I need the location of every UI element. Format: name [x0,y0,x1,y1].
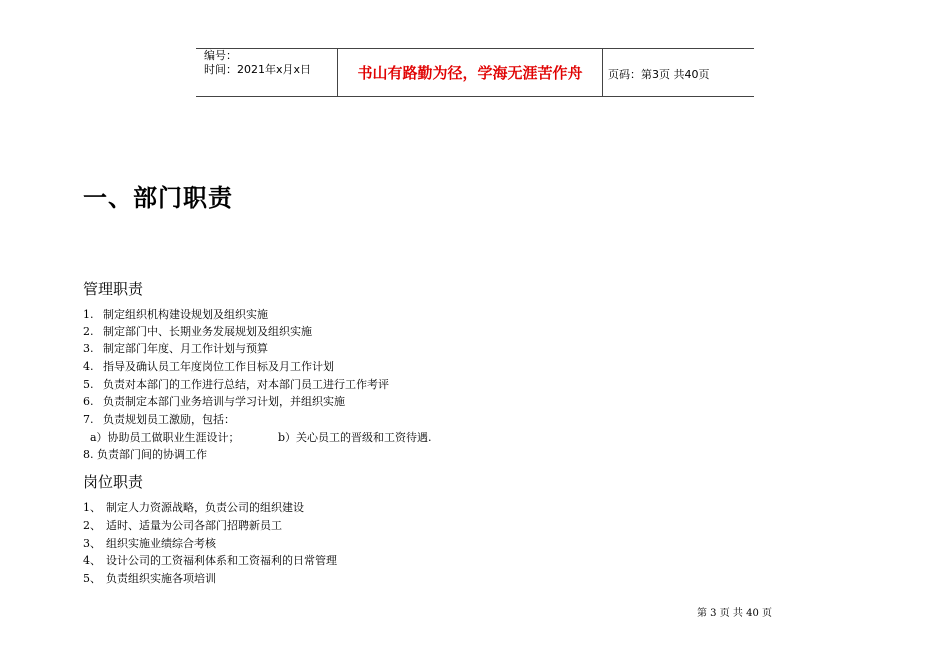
list-item: 1、 制定人力资源战略，负责公司的组织建设 [83,501,304,514]
list-item: 4. 指导及确认员工年度岗位工作目标及月工作计划 [83,360,334,373]
header-divider [602,48,603,96]
page-title: 一、部门职责 [83,184,233,212]
list-item: 2、 适时、适量为公司各部门招聘新员工 [83,519,282,532]
list-item: 7. 负责规划员工激励，包括： [83,413,235,426]
header-left-cell [204,49,311,77]
doc-number-label: 编号： [204,49,237,62]
list-item: 8. 负责部门间的协调工作 [83,448,207,461]
sub-item-a: a）协助员工做职业生涯设计； [90,431,240,444]
list-item: 3、 组织实施业绩综合考核 [83,537,216,550]
list-item: 2. 制定部门中、长期业务发展规划及组织实施 [83,325,312,338]
list-item: 1. 制定组织机构建设规划及组织实施 [83,308,268,321]
header-bottom-rule [196,96,754,97]
list-item: 6. 负责制定本部门业务培训与学习计划，并组织实施 [83,395,345,408]
sub-item-b: b）关心员工的晋级和工资待遇. [278,431,432,444]
list-item: 5、 负责组织实施各项培训 [83,572,216,585]
list-item: 3. 制定部门年度、月工作计划与预算 [83,342,268,355]
page-footer: 第 3 页 共 40 页 [697,608,772,619]
list-item: 4、 设计公司的工资福利体系和工资福利的日常管理 [83,554,337,567]
doc-time-label: 时间：2021年x月x日 [204,63,312,76]
list-item: 5. 负责对本部门的工作进行总结，对本部门员工进行工作考评 [83,378,389,391]
header-motto: 书山有路勤为径，学海无涯苦作舟 [357,64,583,82]
header-page-code: 页码：第3页 共40页 [608,68,710,81]
section-heading-position: 岗位职责 [83,473,144,491]
section-heading-management: 管理职责 [83,280,144,298]
